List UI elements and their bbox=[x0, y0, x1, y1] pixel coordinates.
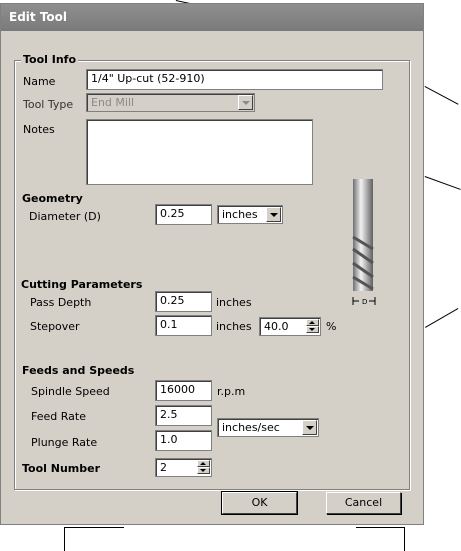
plunge-rate-field[interactable]: 1.0 bbox=[155, 430, 212, 451]
stepover-percent-value: 40.0 bbox=[264, 320, 289, 333]
end-mill-diagram bbox=[347, 177, 381, 307]
chevron-down-icon[interactable] bbox=[302, 420, 317, 435]
dialog-title: Edit Tool bbox=[1, 4, 423, 31]
notes-textarea[interactable] bbox=[86, 119, 313, 185]
background-line bbox=[425, 176, 461, 190]
diameter-label: Diameter (D) bbox=[29, 210, 101, 223]
spindle-speed-label: Spindle Speed bbox=[31, 385, 110, 398]
tool-number-value: 2 bbox=[160, 461, 167, 474]
stepover-percent-spinner[interactable] bbox=[259, 317, 321, 336]
tool-number-label: Tool Number bbox=[22, 462, 101, 475]
cutting-parameters-heading: Cutting Parameters bbox=[21, 278, 143, 291]
tool-type-select[interactable] bbox=[86, 93, 255, 112]
diameter-units-select[interactable] bbox=[217, 205, 283, 224]
feed-rate-label: Feed Rate bbox=[31, 410, 86, 423]
chevron-down-icon[interactable] bbox=[238, 95, 253, 110]
edit-tool-dialog bbox=[0, 3, 424, 525]
stepover-label: Stepover bbox=[30, 320, 80, 333]
chevron-down-icon[interactable] bbox=[266, 207, 281, 222]
pass-depth-label: Pass Depth bbox=[30, 296, 92, 309]
spindle-speed-unit: r.p.m bbox=[217, 385, 246, 398]
pass-depth-unit: inches bbox=[216, 296, 252, 309]
diameter-units-value: inches bbox=[222, 208, 258, 221]
tool-type-label: Tool Type bbox=[23, 98, 74, 111]
background-line bbox=[64, 527, 65, 551]
rate-units-select[interactable] bbox=[217, 418, 319, 437]
notes-label: Notes bbox=[23, 123, 55, 136]
percent-symbol: % bbox=[326, 320, 337, 333]
name-label: Name bbox=[23, 75, 56, 88]
stepover-unit: inches bbox=[216, 320, 252, 333]
plunge-rate-label: Plunge Rate bbox=[31, 436, 98, 449]
pass-depth-field[interactable]: 0.25 bbox=[155, 291, 212, 312]
background-line bbox=[425, 308, 458, 328]
name-field[interactable]: 1/4" Up-cut (52-910) bbox=[86, 69, 383, 90]
spin-up-icon[interactable] bbox=[197, 460, 210, 467]
cancel-button[interactable]: Cancel bbox=[326, 492, 401, 514]
tool-number-spinner[interactable] bbox=[155, 458, 212, 477]
tool-type-value: End Mill bbox=[91, 96, 135, 109]
diameter-field[interactable]: 0.25 bbox=[155, 204, 212, 225]
spinner-buttons[interactable] bbox=[197, 460, 210, 475]
geometry-heading: Geometry bbox=[22, 192, 83, 205]
spin-down-icon[interactable] bbox=[197, 467, 210, 474]
background-line bbox=[425, 86, 459, 105]
feed-rate-field[interactable]: 2.5 bbox=[155, 405, 212, 426]
spin-down-icon[interactable] bbox=[306, 326, 319, 333]
ok-button[interactable]: OK bbox=[222, 492, 297, 514]
background-line bbox=[404, 527, 405, 551]
rate-units-value: inches/sec bbox=[222, 421, 280, 434]
background-line bbox=[356, 527, 404, 528]
tool-info-heading: Tool Info bbox=[23, 53, 77, 66]
stepover-field[interactable]: 0.1 bbox=[155, 315, 212, 336]
diagram-d-label: D bbox=[362, 298, 368, 306]
feeds-speeds-heading: Feeds and Speeds bbox=[22, 364, 135, 377]
spin-up-icon[interactable] bbox=[306, 319, 319, 326]
spindle-speed-field[interactable]: 16000 bbox=[155, 380, 212, 401]
background-line bbox=[64, 527, 124, 528]
spinner-buttons[interactable] bbox=[306, 319, 319, 334]
